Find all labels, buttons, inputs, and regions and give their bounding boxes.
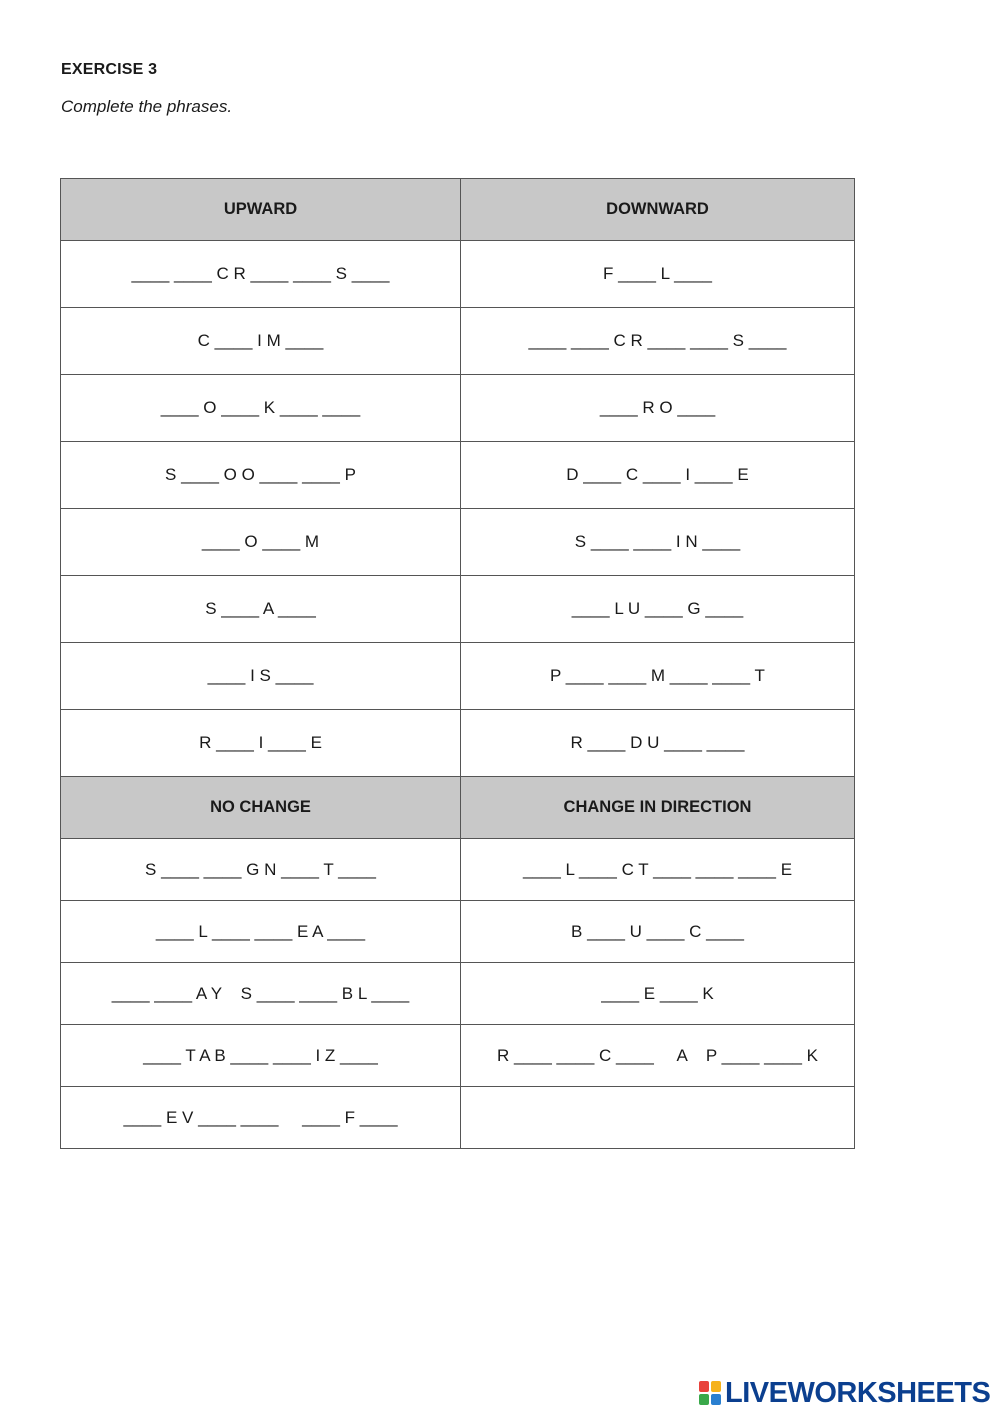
table-row [61, 1025, 855, 1087]
phrase-cell[interactable]: R ____ I ____ E [61, 710, 461, 777]
phrase-cell[interactable]: R ____ D U ____ ____ [461, 710, 855, 777]
phrase-cell[interactable]: S ____ A ____ [61, 576, 461, 643]
phrase-cell[interactable]: ____ O ____ K ____ ____ [61, 375, 461, 442]
table-row [61, 963, 855, 1025]
phrase-cell[interactable]: ____ L ____ ____ E A ____ [61, 901, 461, 963]
phrase-cell[interactable]: ____ I S ____ [61, 643, 461, 710]
header-downward: DOWNWARD [461, 179, 855, 241]
logo-square-yellow [711, 1381, 721, 1392]
phrase-cell[interactable]: C ____ I M ____ [61, 308, 461, 375]
phrase-cell[interactable]: ____ ____ A Y S ____ ____ B L ____ [61, 963, 461, 1025]
exercise-title: EXERCISE 3 [61, 61, 158, 78]
phrase-cell[interactable]: P ____ ____ M ____ ____ T [461, 643, 855, 710]
table-row [61, 442, 855, 509]
phrase-cell[interactable]: ____ ____ C R ____ ____ S ____ [61, 241, 461, 308]
table-row [61, 839, 855, 901]
phrase-cell[interactable]: ____ R O ____ [461, 375, 855, 442]
logo-square-green [699, 1394, 709, 1405]
phrase-cell[interactable]: ____ L ____ C T ____ ____ ____ E [461, 839, 855, 901]
table-row [61, 308, 855, 375]
table-row [61, 710, 855, 777]
logo-mark-icon [698, 1380, 722, 1406]
header-upward: UPWARD [61, 179, 461, 241]
phrase-cell[interactable]: ____ E V ____ ____ ____ F ____ [61, 1087, 461, 1149]
phrase-cell[interactable]: S ____ ____ I N ____ [461, 509, 855, 576]
section-header-row [61, 179, 855, 241]
phrase-cell[interactable]: S ____ O O ____ ____ P [61, 442, 461, 509]
phrase-cell[interactable]: ____ T A B ____ ____ I Z ____ [61, 1025, 461, 1087]
header-change-in-direction: CHANGE IN DIRECTION [461, 777, 855, 839]
logo-text: LIVEWORKSHEETS [725, 1376, 991, 1409]
table-row [61, 509, 855, 576]
table-row [61, 1087, 855, 1149]
logo-square-red [699, 1381, 709, 1392]
empty-cell [461, 1087, 855, 1149]
phrase-cell[interactable]: ____ L U ____ G ____ [461, 576, 855, 643]
phrase-cell[interactable]: ____ ____ C R ____ ____ S ____ [461, 308, 855, 375]
table-row [61, 901, 855, 963]
table-row [61, 375, 855, 442]
section-header-row [61, 777, 855, 839]
table-row [61, 643, 855, 710]
liveworksheets-logo [698, 1376, 990, 1410]
table-row [61, 241, 855, 308]
exercise-instructions: Complete the phrases. [61, 97, 233, 116]
header-no-change: NO CHANGE [61, 777, 461, 839]
phrase-cell[interactable]: ____ E ____ K [461, 963, 855, 1025]
phrase-cell[interactable]: D ____ C ____ I ____ E [461, 442, 855, 509]
phrase-cell[interactable]: S ____ ____ G N ____ T ____ [61, 839, 461, 901]
phrase-cell[interactable]: R ____ ____ C ____ A P ____ ____ K [461, 1025, 855, 1087]
phrases-table [60, 178, 855, 1149]
phrase-cell[interactable]: F ____ L ____ [461, 241, 855, 308]
logo-square-blue [711, 1394, 721, 1405]
phrase-cell[interactable]: B ____ U ____ C ____ [461, 901, 855, 963]
phrase-cell[interactable]: ____ O ____ M [61, 509, 461, 576]
table-row [61, 576, 855, 643]
